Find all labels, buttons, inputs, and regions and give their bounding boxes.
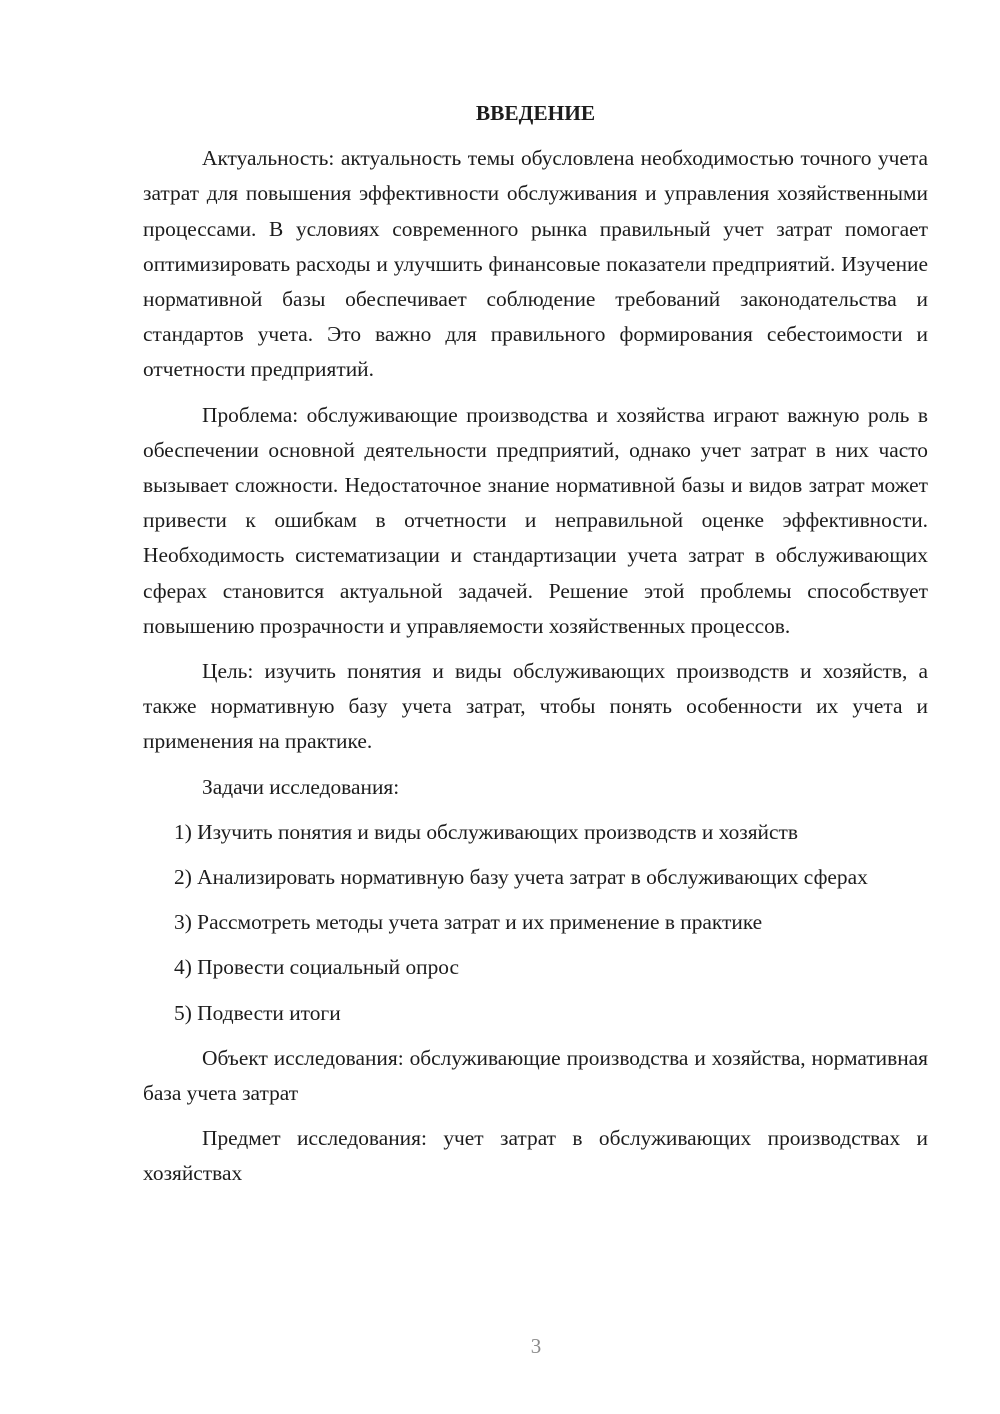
document-page <box>143 96 928 1202</box>
paragraph-subject: Предмет исследования: учет затрат в обслуживающих производствах и хозяйствах <box>143 1126 928 1186</box>
tasks-heading: Задачи исследования: <box>202 774 400 799</box>
paragraph-object: Объект исследования: обслуживающие производства и хозяйства, нормативная база учета затрат <box>143 1045 928 1106</box>
list-item-task-4: 4) Провести социальный опрос <box>174 955 460 980</box>
list-item-task-1: 1) Изучить понятия и виды обслуживающих производств и хозяйств <box>174 819 798 844</box>
list-item-task-2: 2) Анализировать нормативную базу учета затрат в обслуживающих сферах <box>174 865 868 890</box>
paragraph-goal: Цель: изучить понятия и виды обслуживающих производств и хозяйств, а также нормативную базу учета затрат, чтобы понять особенности их учета и применения на практике. <box>143 659 928 754</box>
list-item-task-3: 3) Рассмотреть методы учета затрат и их применение в практике <box>174 910 763 935</box>
page-number: 3 <box>530 1334 542 1358</box>
paragraph-problem: Проблема: обслуживающие производства и хозяйства играют важную роль в обеспечении основной деятельности предприятий, однако учет затрат в них часто вызывает сложности. Недостаточное знание нормативной базы и видов затрат может привести к ошибкам в отчетности и неправильной оценке эффективности. Необходимость систематизации и стандартизации учета затрат в обслуживающих сферах становится актуальной задачей. Решение этой проблемы способствует повышению прозрачности и управляемости хозяйственных процессов. <box>143 402 928 638</box>
list-item-task-5: 5) Подвести итоги <box>174 1000 341 1025</box>
paragraph-relevance: Актуальность: актуальность темы обусловлена необходимостью точного учета затрат для повышения эффективности обслуживания и управления хозяйственными процессами. В условиях современного рынка правильный учет затрат помогает оптимизировать расходы и улучшить финансовые показатели предприятий. Изучение нормативной базы обеспечивает соблюдение требований законодательства и стандартов учета. Это важно для правильного формирования себестоимости и отчетности предприятий. <box>143 146 928 382</box>
page-title: ВВЕДЕНИЕ <box>475 101 596 125</box>
